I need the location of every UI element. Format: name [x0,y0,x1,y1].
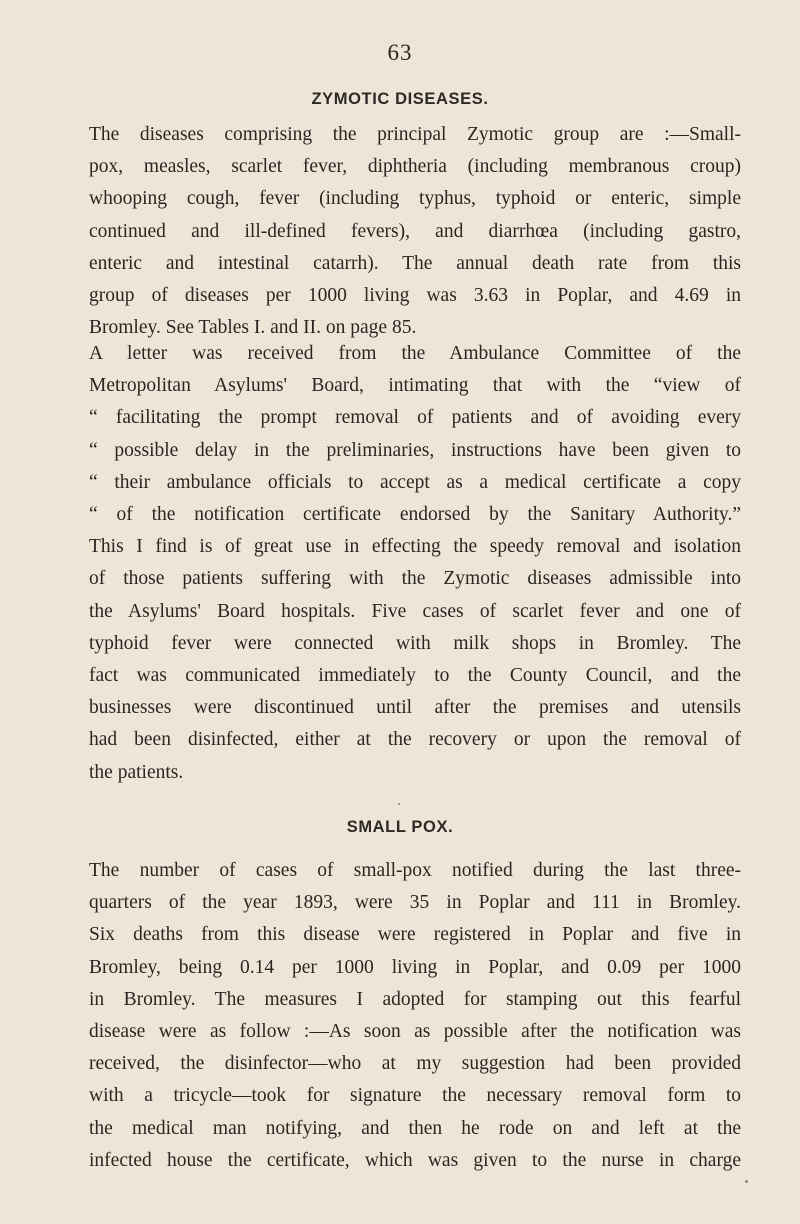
text-line: whooping cough, fever (including typhus, typhoid or enteric, simple [89,188,741,210]
text-line: This I find is of great use in effecting the speedy removal and isolation [89,536,741,558]
paragraph-zymotic-group [89,119,741,344]
text-line: the Asylums' Board hospitals. Five cases of scarlet fever and one of [89,600,741,622]
text-line: infected house the certificate, which was given to the nurse in charge [89,1149,741,1171]
text-line: quarters of the year 1893, were 35 in Poplar and 111 in Bromley. [89,892,741,914]
text-line: had been disinfected, either at the recovery or upon the removal of [89,729,741,751]
text-line: the patients. [89,761,184,783]
paper-speck [398,803,400,805]
page-number: 63 [387,40,413,65]
paper-speck [745,1180,748,1183]
text-line: Six deaths from this disease were registered in Poplar and five in [89,924,741,946]
text-line: The number of cases of small-pox notified during the last three- [89,860,741,881]
text-line: A letter was received from the Ambulance Committee of the [89,343,741,364]
text-line: with a tricycle—took for signature the necessary removal form to [89,1085,741,1107]
text-line: the medical man notifying, and then he rode on and left at the [89,1117,741,1139]
paragraph-small-pox-cases [89,855,741,1177]
text-line: Metropolitan Asylums' Board, intimating that with the “view of [89,375,741,397]
text-line: received, the disinfector—who at my suggestion had been provided [89,1053,741,1075]
text-line: “ of the notification certificate endorsed by the Sanitary Authority.” [89,504,741,526]
text-line: disease were as follow :—As soon as possible after the notification was [89,1021,741,1043]
text-line: “ their ambulance officials to accept as a medical certificate a copy [89,471,741,493]
text-line: “ facilitating the prompt removal of patients and of avoiding every [89,407,741,429]
text-line: businesses were discontinued until after the premises and utensils [89,697,741,719]
text-line: typhoid fever were connected with milk shops in Bromley. The [89,632,741,654]
text-line: group of diseases per 1000 living was 3.63 in Poplar, and 4.69 in [89,285,741,307]
text-line: “ possible delay in the preliminaries, instructions have been given to [89,439,741,461]
text-line: in Bromley. The measures I adopted for stamping out this fearful [89,988,741,1010]
text-line: pox, measles, scarlet fever, diphtheria (including membranous croup) [89,156,741,178]
text-line: fact was communicated immediately to the County Council, and the [89,665,741,687]
section-heading-zymotic-diseases: ZYMOTIC DISEASES. [311,90,489,108]
text-line: enteric and intestinal catarrh). The annual death rate from this [89,252,741,274]
text-line: The diseases comprising the principal Zymotic group are :—Small- [89,124,741,145]
text-line: Bromley. See Tables I. and II. on page 85. [89,317,417,339]
paragraph-ambulance-committee [89,338,741,789]
section-heading-small-pox: SMALL POX. [346,818,454,836]
text-line: continued and ill-defined fevers), and diarrhœa (including gastro, [89,220,741,242]
text-line: Bromley, being 0.14 per 1000 living in Poplar, and 0.09 per 1000 [89,956,741,978]
text-line: of those patients suffering with the Zymotic diseases admissible into [89,568,741,590]
